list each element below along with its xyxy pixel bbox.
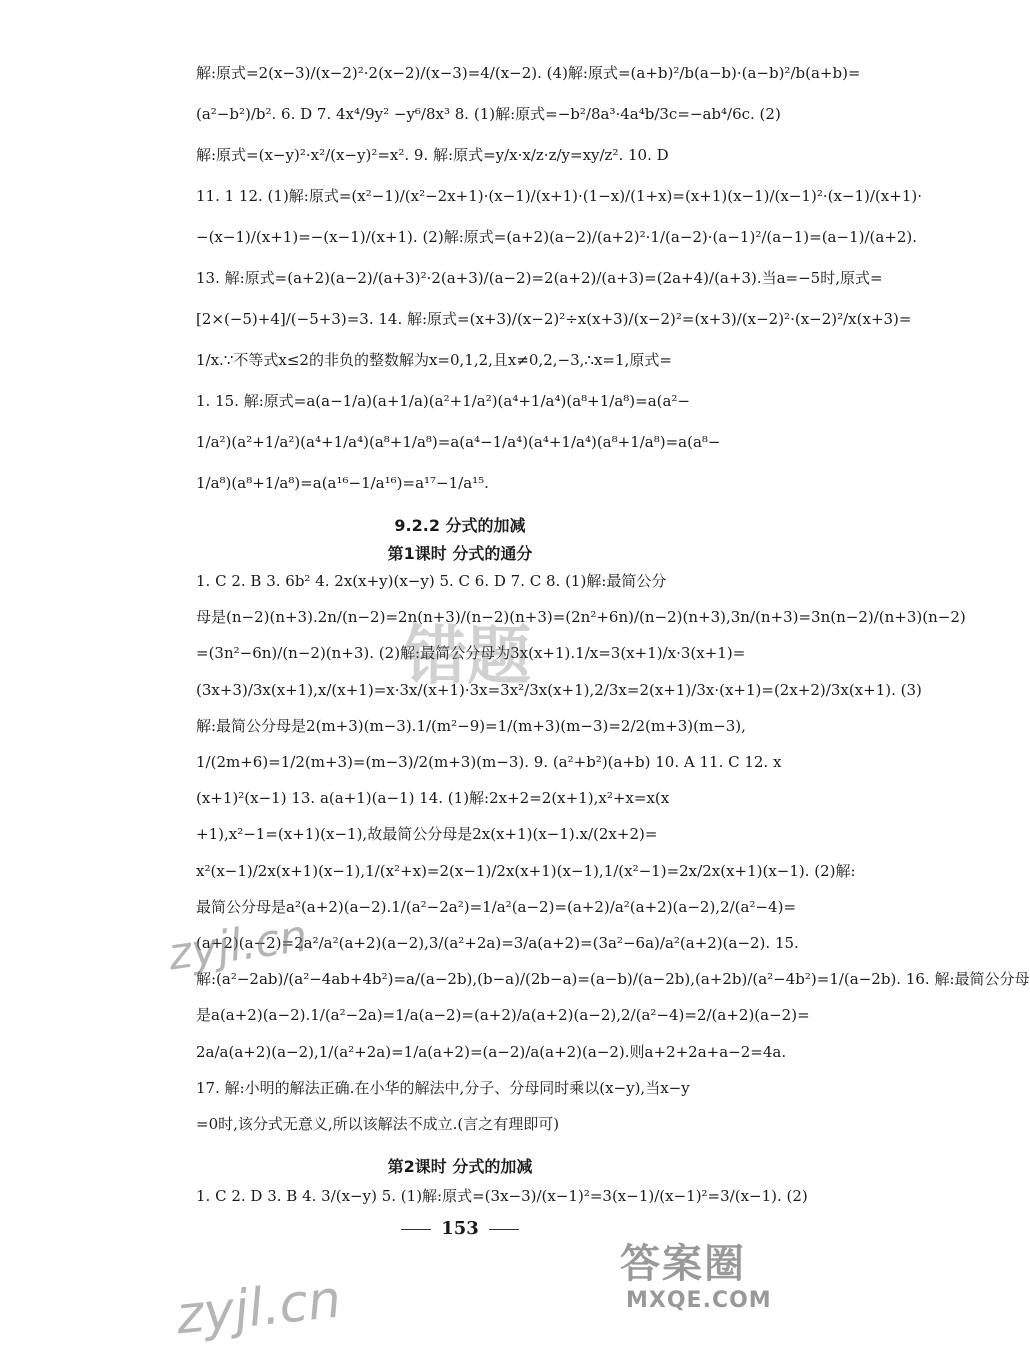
text-line: 1. C 2. B 3. 6b² 4. 2x(x+y)(x−y) 5. C 6. D 7. C 8. (1)解:最简公分: [196, 572, 667, 590]
lesson1-heading: 第1课时 分式的通分: [387, 544, 533, 563]
page-number-dash-left: [401, 1229, 431, 1230]
center-watermark-stamp: 错题: [403, 620, 531, 694]
text-line: 是a(a+2)(a−2).1/(a²−2a)=1/a(a−2)=(a+2)/a(a+2)(a−2),2/(a²−4)=2/(a+2)(a−2)=: [196, 1006, 810, 1025]
text-line: 2a/a(a+2)(a−2),1/(a²+2a)=1/a(a+2)=(a−2)/a(a+2)(a−2).则a+2+2a+a−2=4a.: [196, 1042, 787, 1061]
text-line: 13. 解:原式=(a+2)(a−2)/(a+3)²·2(a+3)/(a−2)=2(a+2)/(a+3)=(2a+4)/(a+3).当a=−5时,原式=: [196, 269, 883, 287]
watermark-zyjl-mid: zyjl.cn: [165, 910, 311, 981]
lesson2-heading: 第2课时 分式的加减: [387, 1157, 533, 1176]
text-line: +1),x²−1=(x+1)(x−1),故最简公分母是2x(x+1)(x−1).x/(2x+2)=: [196, 825, 658, 844]
text-line: (3x+3)/3x(x+1),x/(x+1)=x·3x/(x+1)·3x=3x²/3x(x+1),2/3x=2(x+1)/3x·(x+1)=(2x+2)/3x(x+1). (3): [196, 680, 922, 699]
text-line: 解:原式=(x−y)²·x²/(x−y)²=x². 9. 解:原式=y/x·x/z·z/y=xy/z². 10. D: [196, 146, 669, 164]
text-line: 1/(2m+6)=1/2(m+3)=(m−3)/2(m+3)(m−3). 9. (a²+b²)(a+b) 10. A 11. C 12. x: [196, 753, 782, 771]
section-heading: 9.2.2 分式的加减: [394, 516, 526, 535]
text-line: 解:(a²−2ab)/(a²−4ab+4b²)=a/(a−2b),(b−a)/(2b−a)=(a−b)/(a−2b),(a+2b)/(a²−4b²)=1/(a−2b). 16. 解:最简公分母: [196, 970, 1030, 989]
answer-circle-logo: [610, 1232, 780, 1324]
text-line: 17. 解:小明的解法正确.在小华的解法中,分子、分母同时乘以(x−y),当x−y: [196, 1078, 690, 1097]
text-line: 解:最简公分母是2(m+3)(m−3).1/(m²−9)=1/(m+3)(m−3)=2/2(m+3)(m−3),: [196, 716, 746, 735]
text-line: 1/a²)(a²+1/a²)(a⁴+1/a⁴)(a⁸+1/a⁸)=a(a⁴−1/a⁴)(a⁴+1/a⁴)(a⁸+1/a⁸)=a(a⁸−: [196, 433, 721, 451]
text-line: [2×(−5)+4]/(−5+3)=3. 14. 解:原式=(x+3)/(x−2)²÷x(x+3)/(x−2)²=(x+3)/(x−2)²·(x−2)²/x(x+3)=: [196, 310, 912, 328]
page-number-value: 153: [441, 1218, 479, 1239]
text-line: (x+1)²(x−1) 13. a(a+1)(a−1) 14. (1)解:2x+2=2(x+1),x²+x=x(x: [196, 789, 670, 808]
text-line: 1/x.∵不等式x≤2的非负的整数解为x=0,1,2,且x≠0,2,−3,∴x=1,原式=: [196, 351, 672, 369]
watermark-zyjl-bottom: zyjl.cn: [173, 1269, 344, 1346]
text-line: (a²−b²)/b². 6. D 7. 4x⁴/9y² −y⁶/8x³ 8. (1)解:原式=−b²/8a³·4a⁴b/3c=−ab⁴/6c. (2): [196, 105, 781, 123]
text-line: =0时,该分式无意义,所以该解法不成立.(言之有理即可): [196, 1115, 560, 1133]
text-line: 最简公分母是a²(a+2)(a−2).1/(a²−2a²)=1/a²(a−2)=(a+2)/a²(a+2)(a−2),2/(a²−4)=: [196, 897, 797, 916]
logo-domain-text: MXQE.COM: [626, 1288, 772, 1313]
page-number-dash-right: [489, 1229, 519, 1230]
text-line: =(3n²−6n)/(n−2)(n+3). (2)解:最简公分母为3x(x+1).1/x=3(x+1)/x·3(x+1)=: [196, 644, 746, 663]
text-line: 1/a⁸)(a⁸+1/a⁸)=a(a¹⁶−1/a¹⁶)=a¹⁷−1/a¹⁵.: [196, 474, 489, 492]
text-line: −(x−1)/(x+1)=−(x−1)/(x+1). (2)解:原式=(a+2)(a−2)/(a+2)²·1/(a−2)·(a−1)²/(a−1)=(a−1)/(a+2).: [196, 228, 918, 246]
text-line: 11. 1 12. (1)解:原式=(x²−1)/(x²−2x+1)·(x−1)/(x+1)·(1−x)/(1+x)=(x+1)(x−1)/(x−1)²·(x−1)/(x+1)·: [196, 187, 922, 205]
text-line: 解:原式=2(x−3)/(x−2)²·2(x−2)/(x−3)=4/(x−2). (4)解:原式=(a+b)²/b(a−b)·(a−b)²/b(a+b)=: [196, 64, 861, 82]
text-line: 母是(n−2)(n+3).2n/(n−2)=2n(n+3)/(n−2)(n+3)=(2n²+6n)/(n−2)(n+3),3n/(n+3)=3n(n−2)/(n+3)(n−2): [196, 608, 966, 627]
text-line: (a+2)(a−2)=2a²/a²(a+2)(a−2),3/(a²+2a)=3/a(a+2)=(3a²−6a)/a²(a+2)(a−2). 15.: [196, 934, 799, 952]
text-line: x²(x−1)/2x(x+1)(x−1),1/(x²+x)=2(x−1)/2x(x+1)(x−1),1/(x²−1)=2x/2x(x+1)(x−1). (2)解:: [196, 861, 856, 880]
text-line: 1. 15. 解:原式=a(a−1/a)(a+1/a)(a²+1/a²)(a⁴+1/a⁴)(a⁸+1/a⁸)=a(a²−: [196, 392, 691, 410]
text-line: 1. C 2. D 3. B 4. 3/(x−y) 5. (1)解:原式=(3x−3)/(x−1)²=3(x−1)/(x−1)²=3/(x−1). (2): [196, 1187, 808, 1205]
logo-chinese-text: 答案圈: [620, 1241, 746, 1287]
